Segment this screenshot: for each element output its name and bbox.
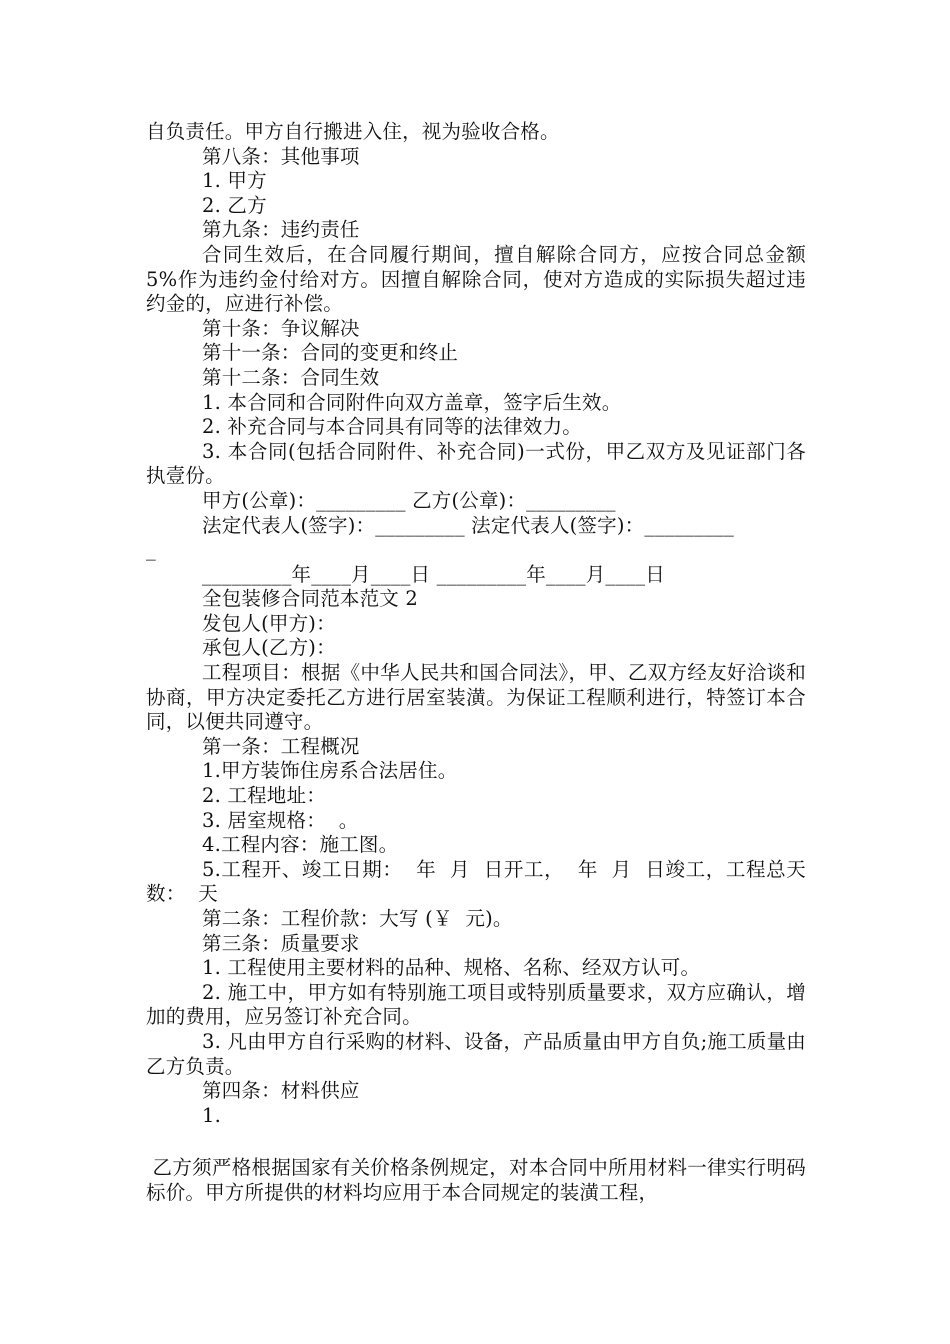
document-title-2: 全包装修合同范本范文 2 bbox=[202, 587, 419, 611]
item-party-a: 1. 甲方 bbox=[202, 169, 267, 193]
heading-article-9: 第九条：违约责任 bbox=[202, 218, 360, 242]
heading-article-8: 第八条：其他事项 bbox=[202, 144, 360, 168]
overview-item-3: 3. 居室规格： 。 bbox=[202, 808, 359, 832]
paragraph-project: 工程项目：根据《中华人民共和国合同法》，甲、乙双方经友好洽谈和协商，甲方决定委托乙方进行居室装潢。为保证工程顺利进行，特签订本合同，以便共同遵守。 bbox=[146, 661, 806, 734]
quality-item-2: 2. 施工中，甲方如有特别施工项目或特别质量要求，双方应确认，增加的费用，应另签订补充合同。 bbox=[146, 980, 806, 1029]
overview-item-5: 5.工程开、竣工日期： 年 月 日开工， 年 月 日竣工，工程总天数： 天 bbox=[146, 857, 806, 906]
blank-spacer bbox=[146, 1128, 806, 1156]
paragraph-breach: 合同生效后，在合同履行期间，擅自解除合同方，应按合同总金额 5%作为违约金付给对方。因擅自解除合同，使对方造成的实际损失超过违约金的，应进行补偿。 bbox=[146, 242, 813, 316]
date-line: _________年____月____日 _________年____月____日 bbox=[202, 562, 665, 586]
paragraph-acceptance: 自负责任。甲方自行搬进入住，视为验收合格。 bbox=[146, 120, 560, 143]
signature-line-overflow: _ bbox=[146, 538, 156, 562]
overview-item-4: 4.工程内容：施工图。 bbox=[202, 833, 399, 857]
quality-item-3: 3. 凡由甲方自行采购的材料、设备，产品质量由甲方自负;施工质量由乙方负责。 bbox=[146, 1029, 806, 1078]
contractor-line: 承包人(乙方)： bbox=[202, 636, 336, 660]
item-party-b: 2. 乙方 bbox=[202, 193, 267, 217]
heading-article-11: 第十一条：合同的变更和终止 bbox=[202, 341, 459, 365]
overview-item-2: 2. 工程地址： bbox=[202, 784, 326, 808]
contract-text bbox=[146, 120, 813, 1206]
overview-item-1: 1.甲方装饰住房系合法居住。 bbox=[202, 759, 458, 783]
clause-effective-3: 3. 本合同(包括合同附件、补充合同)一式份，甲乙双方及见证部门各执壹份。 bbox=[146, 439, 806, 488]
clause-effective-2: 2. 补充合同与本合同具有同等的法律效力。 bbox=[202, 415, 583, 439]
clause-effective-1: 1. 本合同和合同附件向双方盖章，签字后生效。 bbox=[202, 390, 622, 414]
heading-article-2: 第二条：工程价款：大写 (￥ 元)。 bbox=[202, 907, 513, 930]
paragraph-pricing: 乙方须严格根据国家有关价格条例规定，对本合同中所用材料一律实行明码标价。甲方所提供的材料均应用于本合同规定的装潢工程， bbox=[146, 1156, 806, 1204]
heading-article-3: 第三条：质量要求 bbox=[202, 931, 360, 955]
signature-line: 法定代表人(签字)：_________ 法定代表人(签字)：_________ bbox=[202, 513, 734, 537]
employer-line: 发包人(甲方)： bbox=[202, 611, 336, 635]
seal-line: 甲方(公章)：_________ 乙方(公章)：_________ bbox=[202, 488, 616, 512]
heading-article-1: 第一条：工程概况 bbox=[202, 734, 360, 758]
supply-item-1: 1. bbox=[202, 1103, 222, 1127]
quality-item-1: 1. 工程使用主要材料的品种、规格、名称、经双方认可。 bbox=[202, 956, 701, 980]
heading-article-10: 第十条：争议解决 bbox=[202, 316, 360, 340]
heading-article-4: 第四条：材料供应 bbox=[202, 1079, 360, 1103]
heading-article-12: 第十二条：合同生效 bbox=[202, 365, 380, 389]
